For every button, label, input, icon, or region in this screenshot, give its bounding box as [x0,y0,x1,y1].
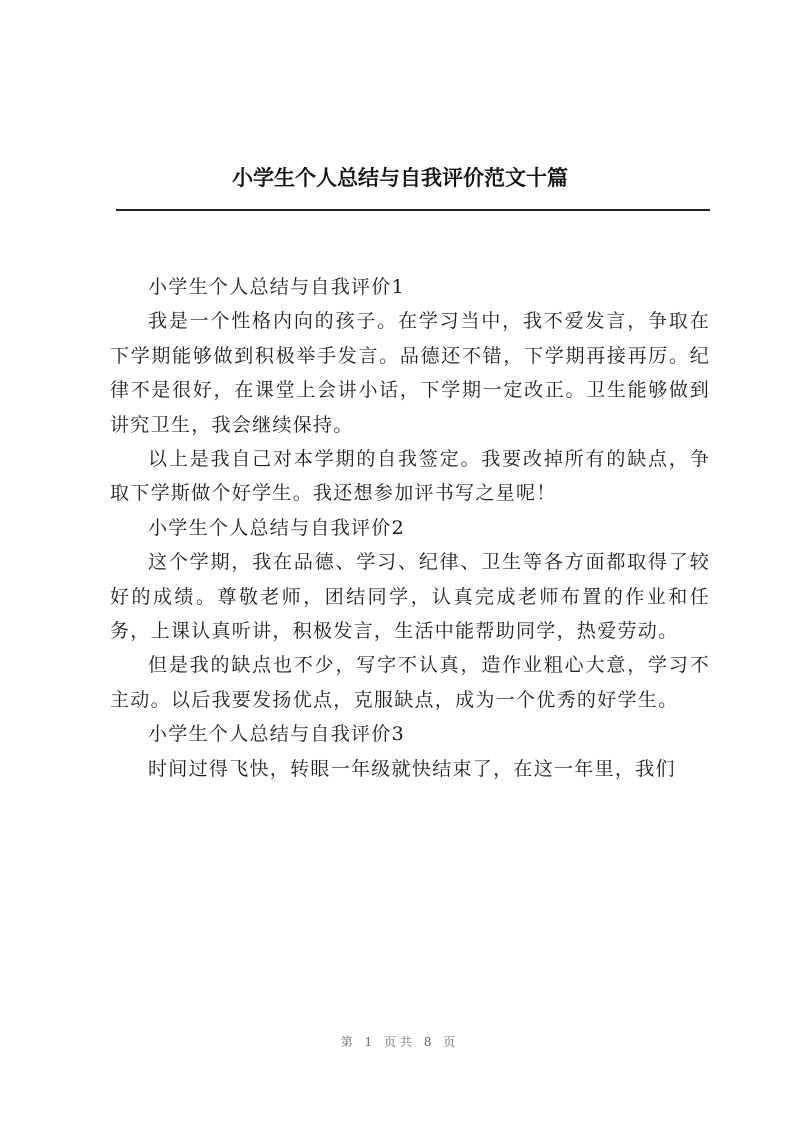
paragraph: 但是我的缺点也不少，写字不认真，造作业粗心大意，学习不主动。以后我要发扬优点，克服缺点，成为一个优秀的好学生。 [110,654,710,711]
document-title: 小学生个人总结与自我评价范文十篇 [232,165,568,190]
paragraph: 时间过得飞快，转眼一年级就快结束了，在这一年里，我们 [148,757,676,780]
paragraph: 我是一个性格内向的孩子。在学习当中，我不爱发言，争取在下学期能够做到积极举手发言。品德还不错，下学期再接再厉。纪律不是很好，在课堂上会讲小话，下学期一定改正。卫生能够做到讲究卫生，我会继续保持。 [110,310,710,436]
page-footer: 第 1 页共 8 页 [340,1035,460,1049]
section-heading-2: 小学生个人总结与自我评价2 [148,516,405,539]
paragraph: 这个学期，我在品德、学习、纪律、卫生等各方面都取得了较好的成绩。尊敬老师，团结同学，认真完成老师布置的作业和任务，上课认真听讲，积极发言，生活中能帮助同学，热爱劳动。 [110,551,710,643]
paragraph: 以上是我自己对本学期的自我签定。我要改掉所有的缺点，争取下学斯做个好学生。我还想参加评书写之星呢！ [110,448,710,505]
section-heading-3: 小学生个人总结与自我评价3 [148,723,405,746]
title-underline [116,209,710,211]
section-heading-1: 小学生个人总结与自我评价1 [148,276,405,298]
document-body [110,270,710,786]
